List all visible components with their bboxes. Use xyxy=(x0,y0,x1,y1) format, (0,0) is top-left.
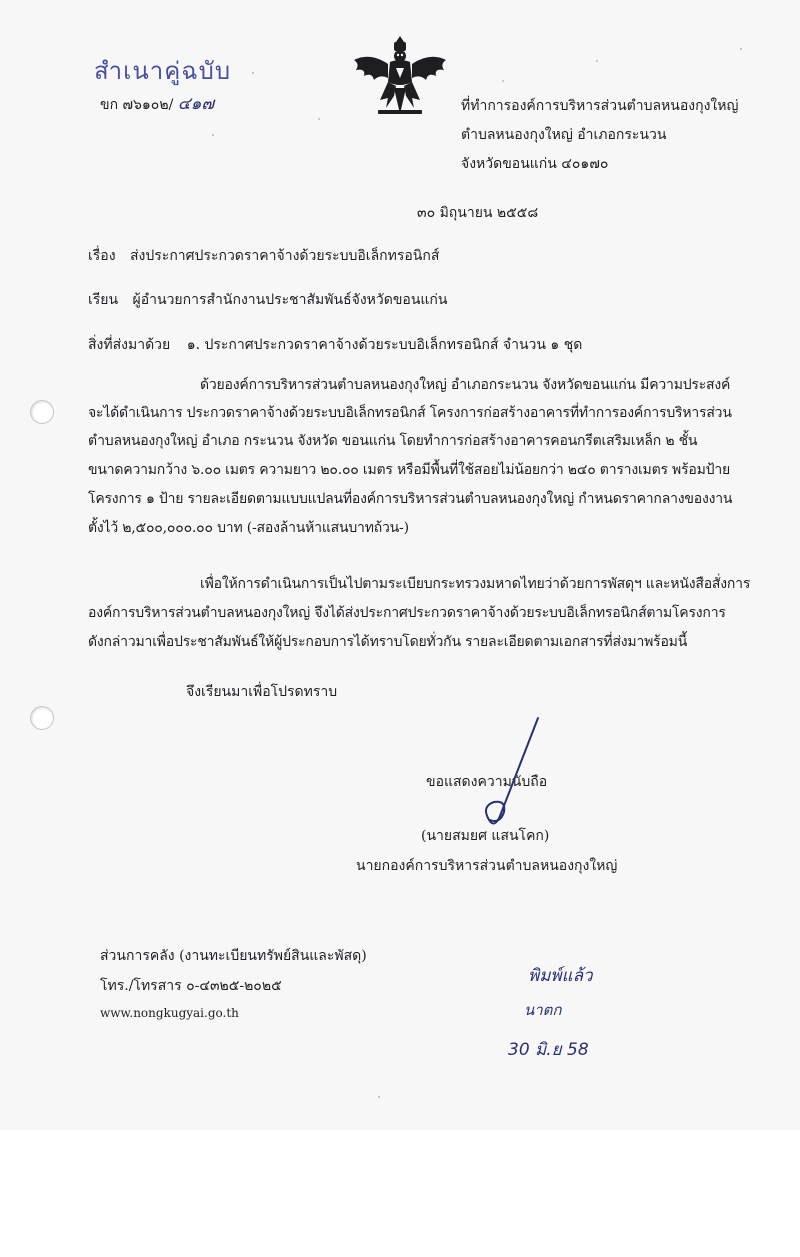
department-line: ส่วนการคลัง (งานทะเบียนทรัพย์สินและพัสดุ) xyxy=(100,948,367,964)
regards-line: ขอแสดงความนับถือ xyxy=(426,774,548,790)
paragraph-1-line: จะได้ดำเนินการ ประกวดราคาจ้างด้วยระบบอิเล็กทรอนิกส์ โครงการก่อสร้างอาคารที่ทำการองค์การบริหารส่วน xyxy=(88,405,732,421)
handwritten-note-line: นาตก xyxy=(524,1001,562,1019)
enclosure-label: สิ่งที่ส่งมาด้วย xyxy=(88,337,171,353)
recipient-line xyxy=(88,290,447,310)
sender-address-line: ตำบลหนองกุงใหญ่ อำเภอกระนวน xyxy=(461,127,667,143)
recipient-text: ผู้อำนวยการสำนักงานประชาสัมพันธ์จังหวัดขอนแก่น xyxy=(132,292,448,308)
subject-label: เรื่อง xyxy=(88,248,116,264)
website-line: www.nongkugyai.go.th xyxy=(100,1006,239,1020)
paragraph-1-line: โครงการ ๑ ป้าย รายละเอียดตามแบบแปลนที่องค์การบริหารส่วนตำบลหนองกุงใหญ่ กำหนดราคากลางของงาน xyxy=(88,491,733,507)
closing-line: จึงเรียนมาเพื่อโปรดทราบ xyxy=(186,684,338,700)
reference-number xyxy=(100,94,214,115)
enclosure-line xyxy=(88,335,582,355)
paragraph-2-line: ดังกล่าวมาเพื่อประชาสัมพันธ์ให้ผู้ประกอบการได้ทราบโดยทั่วกัน รายละเอียดตามเอกสารที่ส่งมาพร้อมนี้ xyxy=(88,634,688,650)
signatory-name: (นายสมยศ แสนโคก) xyxy=(421,828,550,844)
copy-stamp: สำเนาคู่ฉบับ xyxy=(94,57,232,85)
subject-line xyxy=(88,246,439,266)
paragraph-1-line: ขนาดความกว้าง ๖.๐๐ เมตร ความยาว ๒๐.๐๐ เมตร หรือมีพื้นที่ใช้สอยไม่น้อยกว่า ๒๔๐ ตารางเมตร พร้อมป้าย xyxy=(88,462,730,478)
recipient-label: เรียน xyxy=(88,292,119,308)
reference-prefix: ขก ๗๖๑๐๒/ xyxy=(100,97,174,113)
handwritten-note-line: พิมพ์แล้ว xyxy=(528,966,593,986)
punch-hole xyxy=(30,400,54,424)
sender-address-line: จังหวัดขอนแก่น ๔๐๑๗๐ xyxy=(461,156,609,172)
punch-hole xyxy=(30,706,54,730)
signature-icon xyxy=(460,712,550,832)
letter-date: ๓๐ มิถุนายน ๒๕๕๘ xyxy=(417,205,539,221)
enclosure-text: ๑. ประกาศประกวดราคาจ้างด้วยระบบอิเล็กทรอนิกส์ จำนวน ๑ ชุด xyxy=(186,337,583,353)
garuda-emblem-icon xyxy=(350,34,450,120)
paragraph-1-line: ด้วยองค์การบริหารส่วนตำบลหนองกุงใหญ่ อำเภอกระนวน จังหวัดขอนแก่น มีความประสงค์ xyxy=(200,377,731,393)
paragraph-2-line: เพื่อให้การดำเนินการเป็นไปตามระเบียบกระทรวงมหาดไทยว่าด้วยการพัสดุฯ และหนังสือสั่งการ xyxy=(200,576,751,592)
paragraph-1-line: ตั้งไว้ ๒,๕๐๐,๐๐๐.๐๐ บาท (-สองล้านห้าแสนบาทถ้วน-) xyxy=(88,520,409,536)
phone-line: โทร./โทรสาร ๐-๔๓๒๕-๒๐๒๕ xyxy=(100,978,282,994)
sender-address-line: ที่ทำการองค์การบริหารส่วนตำบลหนองกุงใหญ่ xyxy=(461,98,739,114)
paragraph-2-line: องค์การบริหารส่วนตำบลหนองกุงใหญ่ จึงได้ส่งประกาศประกวดราคาจ้างด้วยระบบอิเล็กทรอนิกส์ตามโครงการ xyxy=(88,605,726,621)
paragraph-1-line: ตำบลหนองกุงใหญ่ อำเภอ กระนวน จังหวัด ขอนแก่น โดยทำการก่อสร้างอาคารคอนกรีตเสริมเหล็ก ๒ ชั้น xyxy=(88,433,698,449)
reference-handwritten: ๔๑๗ xyxy=(177,94,215,114)
subject-text: ส่งประกาศประกวดราคาจ้างด้วยระบบอิเล็กทรอนิกส์ xyxy=(130,248,440,264)
handwritten-note-line: 30 มิ.ย 58 xyxy=(508,1040,589,1060)
signatory-title: นายกองค์การบริหารส่วนตำบลหนองกุงใหญ่ xyxy=(356,858,618,874)
